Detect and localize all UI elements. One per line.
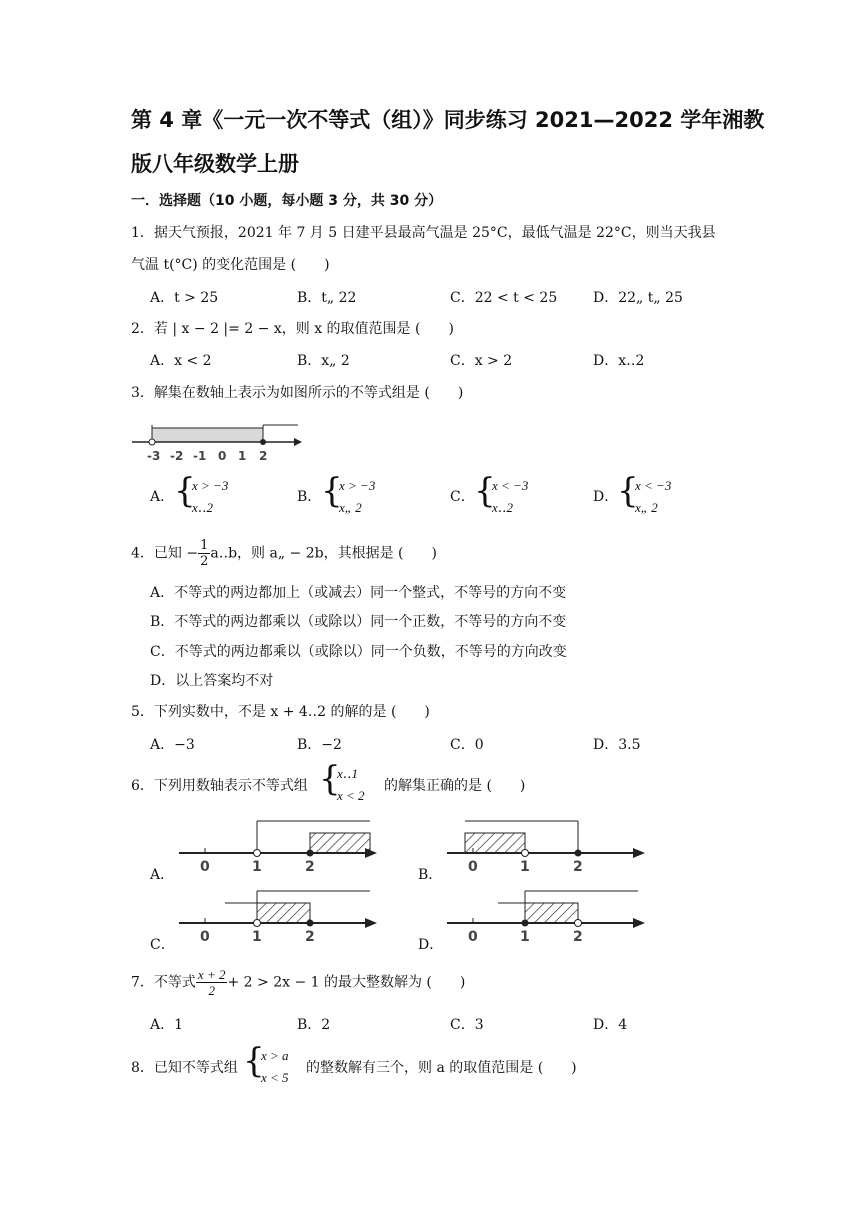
option-c[interactable]: C．0 xyxy=(450,737,484,753)
option-a-number-line[interactable] xyxy=(175,815,380,877)
option-c-number-line[interactable] xyxy=(175,885,380,947)
axis-arrow-icon xyxy=(365,848,377,858)
option-a[interactable]: A． xyxy=(150,489,175,505)
tick-label: -3 xyxy=(147,449,161,463)
question-text: 下列实数中，不是 x + 4‥2 的解的是 ( ) xyxy=(153,704,430,720)
option-b[interactable]: B．t„ 22 xyxy=(297,290,357,306)
option-a[interactable]: A．−3 xyxy=(150,737,195,753)
question-number: 2． xyxy=(131,321,154,337)
brace-icon: { xyxy=(474,471,496,511)
option-d[interactable]: D．4 xyxy=(593,1017,628,1033)
option-c[interactable]: C．3 xyxy=(450,1017,484,1033)
option-a[interactable]: A．t > 25 xyxy=(150,290,219,306)
open-point xyxy=(149,439,155,445)
option-d[interactable]: D．x‥2 xyxy=(593,353,645,369)
question-2 xyxy=(131,318,454,338)
option-c[interactable]: C．不等式的两边都乘以（或除以）同一个负数，不等号的方向改变 xyxy=(150,644,567,660)
question-text: 的整数解有三个，则 a 的取值范围是 ( ) xyxy=(306,1060,577,1076)
svg-text:0: 0 xyxy=(468,859,478,875)
option-c[interactable]: C． xyxy=(450,489,475,505)
option-a[interactable]: A．1 xyxy=(150,1017,184,1033)
brace-icon: { xyxy=(319,759,341,799)
question-number: 6． xyxy=(131,778,154,794)
svg-text:1: 1 xyxy=(252,929,262,945)
brace-icon: { xyxy=(174,471,196,511)
svg-text:2: 2 xyxy=(573,859,583,875)
tick-label: 0 xyxy=(218,449,227,463)
page-title-line-1: 第 4 章《一元一次不等式（组）》同步练习 2021—2022 学年湘教 xyxy=(131,108,765,132)
option-a[interactable]: A． xyxy=(150,867,175,883)
svg-text:1: 1 xyxy=(252,859,262,875)
axis-arrow-icon xyxy=(633,848,645,858)
question-text: 据天气预报，2021 年 7 月 5 日建平县最高气温是 25°C，最低气温是 22°C，则当天我县 xyxy=(153,225,716,241)
brace-icon: { xyxy=(243,1041,265,1081)
question-6: 6．下列用数轴表示不等式组 xyxy=(131,778,308,794)
section-heading: 一．选择题（10 小题，每小题 3 分，共 30 分） xyxy=(131,193,443,209)
question-4: 4．已知 − $\frac{1}{2}$ a‥b，则 a„ − 2b，其根据是 ( ) xyxy=(131,538,437,569)
question-number: 8． xyxy=(131,1060,154,1076)
shaded-region xyxy=(152,428,263,442)
page-title-line-2: 版八年级数学上册 xyxy=(131,152,299,176)
option-b[interactable]: B． xyxy=(418,867,443,883)
option-b[interactable]: B．2 xyxy=(297,1017,331,1033)
option-b[interactable]: B．不等式的两边都乘以（或除以）同一个正数，不等号的方向不变 xyxy=(150,614,567,630)
option-c[interactable]: C． xyxy=(150,937,175,953)
option-d[interactable]: D． xyxy=(593,489,619,505)
tick-label: 2 xyxy=(259,449,268,463)
question-number: 3． xyxy=(131,385,154,401)
svg-text:0: 0 xyxy=(200,859,210,875)
question-7: 7．不等式 $\frac{x + 2}{2}$ + 2 > 2x − 1 的最大整数解为 ( ) xyxy=(131,967,466,998)
svg-text:2: 2 xyxy=(573,929,583,945)
question-text: 的解集正确的是 ( ) xyxy=(384,778,526,794)
question-1-line-2: 气温 t(°C) 的变化范围是 ( ) xyxy=(131,257,330,273)
fraction: $\frac{1}{2}$ xyxy=(200,538,209,569)
option-b[interactable]: B．−2 xyxy=(297,737,342,753)
svg-text:1: 1 xyxy=(520,929,530,945)
option-d[interactable]: D．以上答案均不对 xyxy=(150,673,274,689)
question-number: 7． xyxy=(131,974,154,991)
question-number: 4． xyxy=(131,545,154,562)
svg-text:0: 0 xyxy=(200,929,210,945)
option-c[interactable]: C．x > 2 xyxy=(450,353,513,369)
option-d[interactable]: D．22„ t„ 25 xyxy=(593,290,683,306)
option-b[interactable]: B．x„ 2 xyxy=(297,353,350,369)
option-d[interactable]: D．3.5 xyxy=(593,737,641,753)
option-d[interactable]: D． xyxy=(418,937,444,953)
question-5 xyxy=(131,701,430,721)
svg-text:1: 1 xyxy=(520,859,530,875)
question-text: 解集在数轴上表示为如图所示的不等式组是 ( ) xyxy=(153,385,464,401)
tick-label: -2 xyxy=(170,449,184,463)
option-a[interactable]: A．不等式的两边都加上（或减去）同一个整式，不等号的方向不变 xyxy=(150,585,567,601)
option-a[interactable]: A．x < 2 xyxy=(150,353,212,369)
closed-point xyxy=(260,439,266,445)
question-number: 1． xyxy=(131,225,154,241)
tick-label: 1 xyxy=(238,449,247,463)
option-b-number-line[interactable] xyxy=(443,815,648,877)
question-8: 8．已知不等式组 xyxy=(131,1060,238,1076)
svg-text:2: 2 xyxy=(305,859,315,875)
brace-icon: { xyxy=(617,471,639,511)
brace-icon: { xyxy=(321,471,343,511)
svg-text:2: 2 xyxy=(305,929,315,945)
fraction: $\frac{x + 2}{2}$ xyxy=(197,967,226,998)
option-d-number-line[interactable] xyxy=(443,885,648,947)
svg-text:0: 0 xyxy=(468,929,478,945)
option-c[interactable]: C．22 < t < 25 xyxy=(450,290,558,306)
option-b[interactable]: B． xyxy=(297,489,322,505)
question-text: 若 | x − 2 |= 2 − x，则 x 的取值范围是 ( ) xyxy=(153,321,454,337)
question-number: 5． xyxy=(131,704,154,720)
question-3 xyxy=(131,382,463,402)
axis-arrow-icon xyxy=(365,918,377,928)
question-1 xyxy=(131,222,716,242)
tick-label: -1 xyxy=(193,449,207,463)
number-line-figure xyxy=(130,418,305,466)
axis-arrow-icon xyxy=(633,918,645,928)
axis-arrow-icon xyxy=(294,438,302,446)
